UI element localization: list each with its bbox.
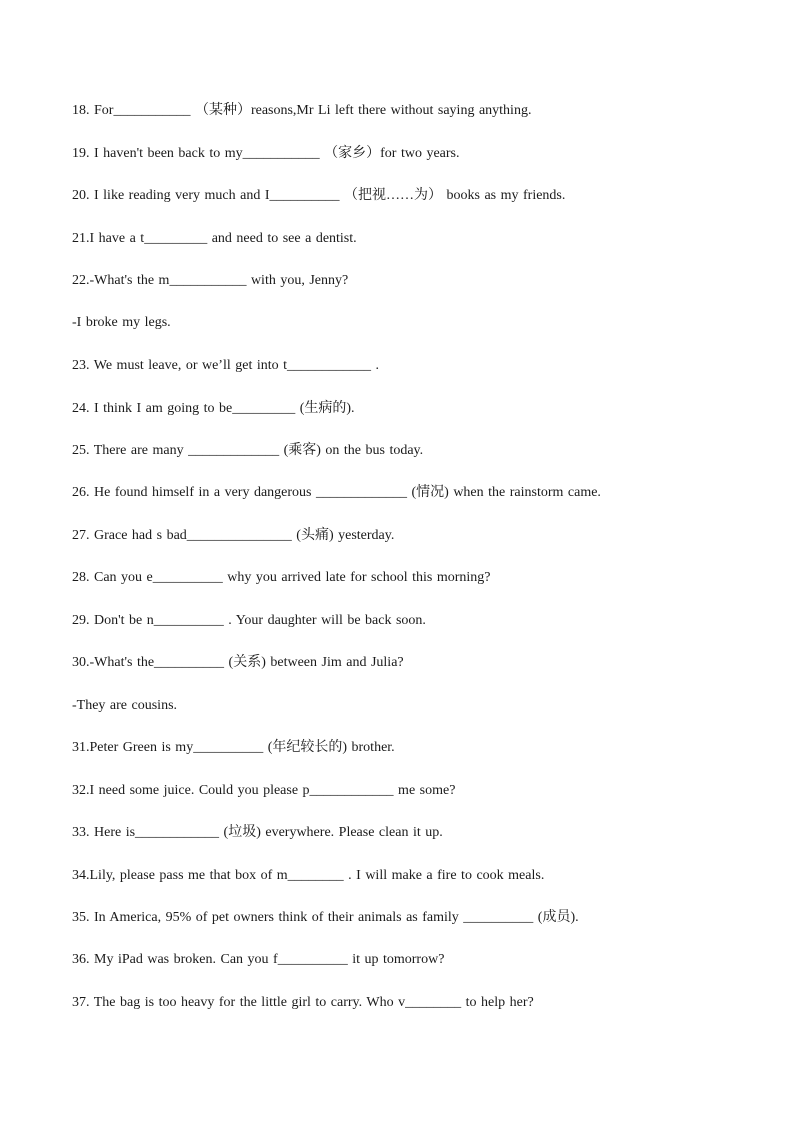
question-36: 36. My iPad was broken. Can you f__________ it up tomorrow? xyxy=(72,952,445,967)
question-18: 18. For___________ （某种）reasons,Mr Li left there without saying anything. xyxy=(72,103,532,118)
question-33: 33. Here is____________ (垃圾) everywhere. Please clean it up. xyxy=(72,825,443,840)
question-32: 32.I need some juice. Could you please p____________ me some? xyxy=(72,783,456,798)
question-27: 27. Grace had s bad_______________ (头痛) yesterday. xyxy=(72,528,395,543)
question-26: 26. He found himself in a very dangerous _____________ (情况) when the rainstorm came. xyxy=(72,485,601,500)
question-24: 24. I think I am going to be_________ (生病的). xyxy=(72,401,355,416)
question-19: 19. I haven't been back to my___________ （家乡）for two years. xyxy=(72,146,460,161)
question-21: 21.I have a t_________ and need to see a dentist. xyxy=(72,231,357,246)
question-23: 23. We must leave, or we’ll get into t____________ . xyxy=(72,358,380,373)
question-25: 25. There are many _____________ (乘客) on the bus today. xyxy=(72,443,424,458)
question-35: 35. In America, 95% of pet owners think of their animals as family __________ (成员). xyxy=(72,910,579,925)
question-30: 30.-What's the__________ (关系) between Jim and Julia? xyxy=(72,655,404,670)
answer-30: -They are cousins. xyxy=(72,698,178,713)
question-20: 20. I like reading very much and I__________ （把视……为） books as my friends. xyxy=(72,188,566,203)
question-37: 37. The bag is too heavy for the little girl to carry. Who v________ to help her? xyxy=(72,995,534,1010)
question-31: 31.Peter Green is my__________ (年纪较长的) brother. xyxy=(72,740,395,755)
question-34: 34.Lily, please pass me that box of m________ . I will make a fire to cook meals. xyxy=(72,868,545,883)
question-22: 22.-What's the m___________ with you, Jenny? xyxy=(72,273,349,288)
answer-22: -I broke my legs. xyxy=(72,315,171,330)
question-28: 28. Can you e__________ why you arrived late for school this morning? xyxy=(72,570,491,585)
question-29: 29. Don't be n__________ . Your daughter will be back soon. xyxy=(72,613,426,628)
